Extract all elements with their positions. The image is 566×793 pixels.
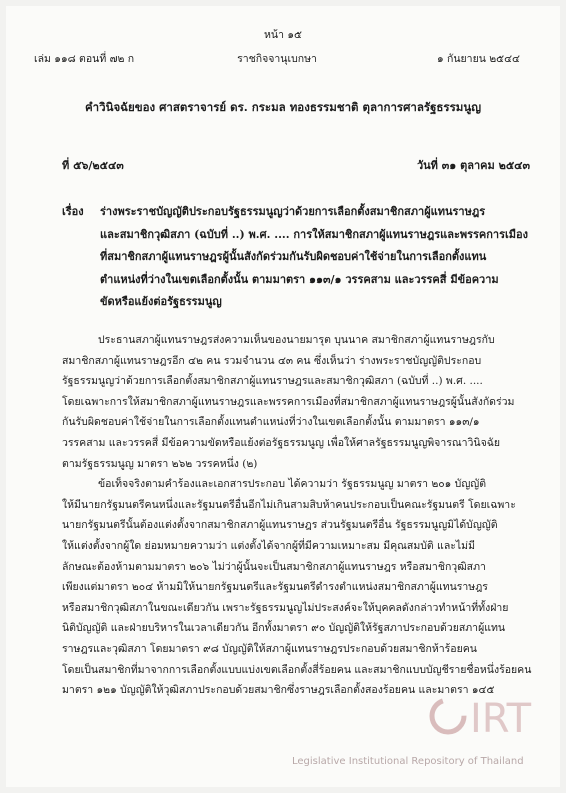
svg-text:IRT: IRT (470, 696, 532, 742)
body-line: ข้อเท็จจริงตามคำร้องและเอกสารประกอบ ได้ความว่า รัฐธรรมนูญ มาตรา ๒๐๑ บัญญัติ (98, 478, 487, 491)
body-line: วรรคสาม และวรรคสี่ มีข้อความขัดหรือแย้งต่อรัฐธรรมนูญ เพื่อให้ศาลรัฐธรรมนูญพิจารณาวินิจฉัย (62, 436, 501, 449)
body-line: นิติบัญญัติ และฝ่ายบริหารในเวลาเดียวกัน อีกทั้งมาตรา ๙๐ บัญญัติให้รัฐสภาประกอบด้วยสภาผู้แทน (62, 622, 506, 635)
body-line: ราษฎรและวุฒิสภา โดยมาตรา ๙๘ บัญญัติให้สภาผู้แทนราษฎรประกอบด้วยสมาชิกห้าร้อยคน (62, 642, 477, 655)
body-text (62, 331, 532, 702)
volume-issue: เล่ม ๑๑๘ ตอนที่ ๗๒ ก (34, 53, 135, 65)
body-line: ให้มีนายกรัฐมนตรีคนหนึ่งและรัฐมนตรีอื่นอีกไม่เกินสามสิบห้าคนประกอบเป็นคณะรัฐมนตรี โดยเฉพาะ (62, 498, 516, 511)
body-line: มาตรา ๑๒๑ บัญญัติให้วุฒิสภาประกอบด้วยสมาชิกซึ่งราษฎรเลือกตั้งสองร้อยคน และมาตรา ๑๔๕ (62, 684, 495, 697)
body-line: รัฐธรรมนูญว่าด้วยการเลือกตั้งสมาชิกสภาผู้แทนราษฎรและสมาชิกวุฒิสภา (ฉบับที่ ..) พ.ศ. .... (62, 375, 483, 388)
gazette-header (34, 50, 520, 66)
subject-line: ขัดหรือแย้งต่อรัฐธรรมนูญ (100, 295, 222, 308)
subject-label: เรื่อง (62, 205, 84, 218)
page-number: หน้า ๑๕ (264, 29, 302, 41)
body-line: เพียงแต่มาตรา ๒๐๔ ห้ามมิให้นายกรัฐมนตรีและรัฐมนตรีดำรงตำแหน่งสมาชิกสภาผู้แทนราษฎร (62, 581, 488, 594)
body-line: นายกรัฐมนตรีนั้นต้องแต่งตั้งจากสมาชิกสภาผู้แทนราษฎร ส่วนรัฐมนตรีอื่น รัฐธรรมนูญมิได้บัญญัติ (62, 519, 498, 532)
document-title: คำวินิจฉัยของ ศาสตราจารย์ ดร. กระมล ทองธรรมชาติ ตุลาการศาลรัฐธรรมนูญ (84, 100, 482, 114)
subject-line: และสมาชิกวุฒิสภา (ฉบับที่ ..) พ.ศ. .... การให้สมาชิกสภาผู้แทนราษฎรและพรรคการเมือง (100, 227, 529, 241)
body-line: โดยเป็นสมาชิกที่มาจากการเลือกตั้งแบบแบ่งเขตเลือกตั้งสี่ร้อยคน และสมาชิกแบบบัญชีรายชื่อหนึ่งร้อยคน (62, 663, 532, 676)
gazette-name: ราชกิจจานุเบกษา (237, 53, 317, 65)
body-line: หรือสมาชิกวุฒิสภาในขณะเดียวกัน เพราะรัฐธรรมนูญไม่ประสงค์จะให้บุคคลดังกล่าวทำหน้าที่ทั้งฝ่าย (62, 601, 509, 614)
watermark-caption: Legislative Institutional Repository of Thailand (292, 756, 524, 767)
body-line: ตามรัฐธรรมนูญ มาตรา ๒๖๒ วรรคหนึ่ง (๒) (62, 457, 258, 470)
body-line: ให้แต่งตั้งจากผู้ใด ย่อมหมายความว่า แต่งตั้งได้จากผู้ที่มีความเหมาะสม มีคุณสมบัติ และไม่มี (62, 539, 476, 552)
subject-line: ตำแหน่งที่ว่างในเขตเลือกตั้งนั้น ตามมาตรา ๑๑๓/๑ วรรคสาม และวรรคสี่ มีข้อความ (100, 272, 499, 286)
body-line: กันรับผิดชอบค่าใช้จ่ายในการเลือกตั้งแทนตำแหน่งที่ว่างในเขตเลือกตั้งนั้น ตามมาตรา ๑๑๓/๑ (62, 416, 480, 429)
gazette-date: ๑ กันยายน ๒๕๔๔ (436, 53, 520, 65)
body-line: ประธานสภาผู้แทนราษฎรส่งความเห็นของนายมารุต บุนนาค สมาชิกสภาผู้แทนราษฎรกับ (98, 334, 495, 346)
document-date: วันที่ ๓๑ ตุลาคม ๒๕๔๓ (416, 159, 530, 172)
body-line: โดยเฉพาะการให้สมาชิกสภาผู้แทนราษฎรและพรรคการเมืองที่สมาชิกสภาผู้แทนราษฎรผู้นั้นสังกัดร่วม (62, 395, 515, 408)
body-line: สมาชิกสภาผู้แทนราษฎรอีก ๔๒ คน รวมจำนวน ๔๓ คน ซึ่งเห็นว่า ร่างพระราชบัญญัติประกอบ (62, 354, 482, 367)
subject-line: ที่สมาชิกสภาผู้แทนราษฎรผู้นั้นสังกัดร่วมกันรับผิดชอบค่าใช้จ่ายในการเลือกตั้งแทน (100, 250, 487, 263)
lirt-watermark-logo (428, 688, 548, 744)
document-page (6, 6, 560, 787)
subject-line: ร่างพระราชบัญญัติประกอบรัฐธรรมนูญว่าด้วยการเลือกตั้งสมาชิกสภาผู้แทนราษฎร (100, 205, 486, 218)
body-line: ลักษณะต้องห้ามตามมาตรา ๒๐๖ ไม่ว่าผู้นั้นจะเป็นสมาชิกสภาผู้แทนราษฎร หรือสมาชิกวุฒิสภา (62, 560, 486, 573)
subject-text (100, 202, 530, 315)
document-number: ที่ ๕๖/๒๕๔๓ (62, 159, 124, 172)
